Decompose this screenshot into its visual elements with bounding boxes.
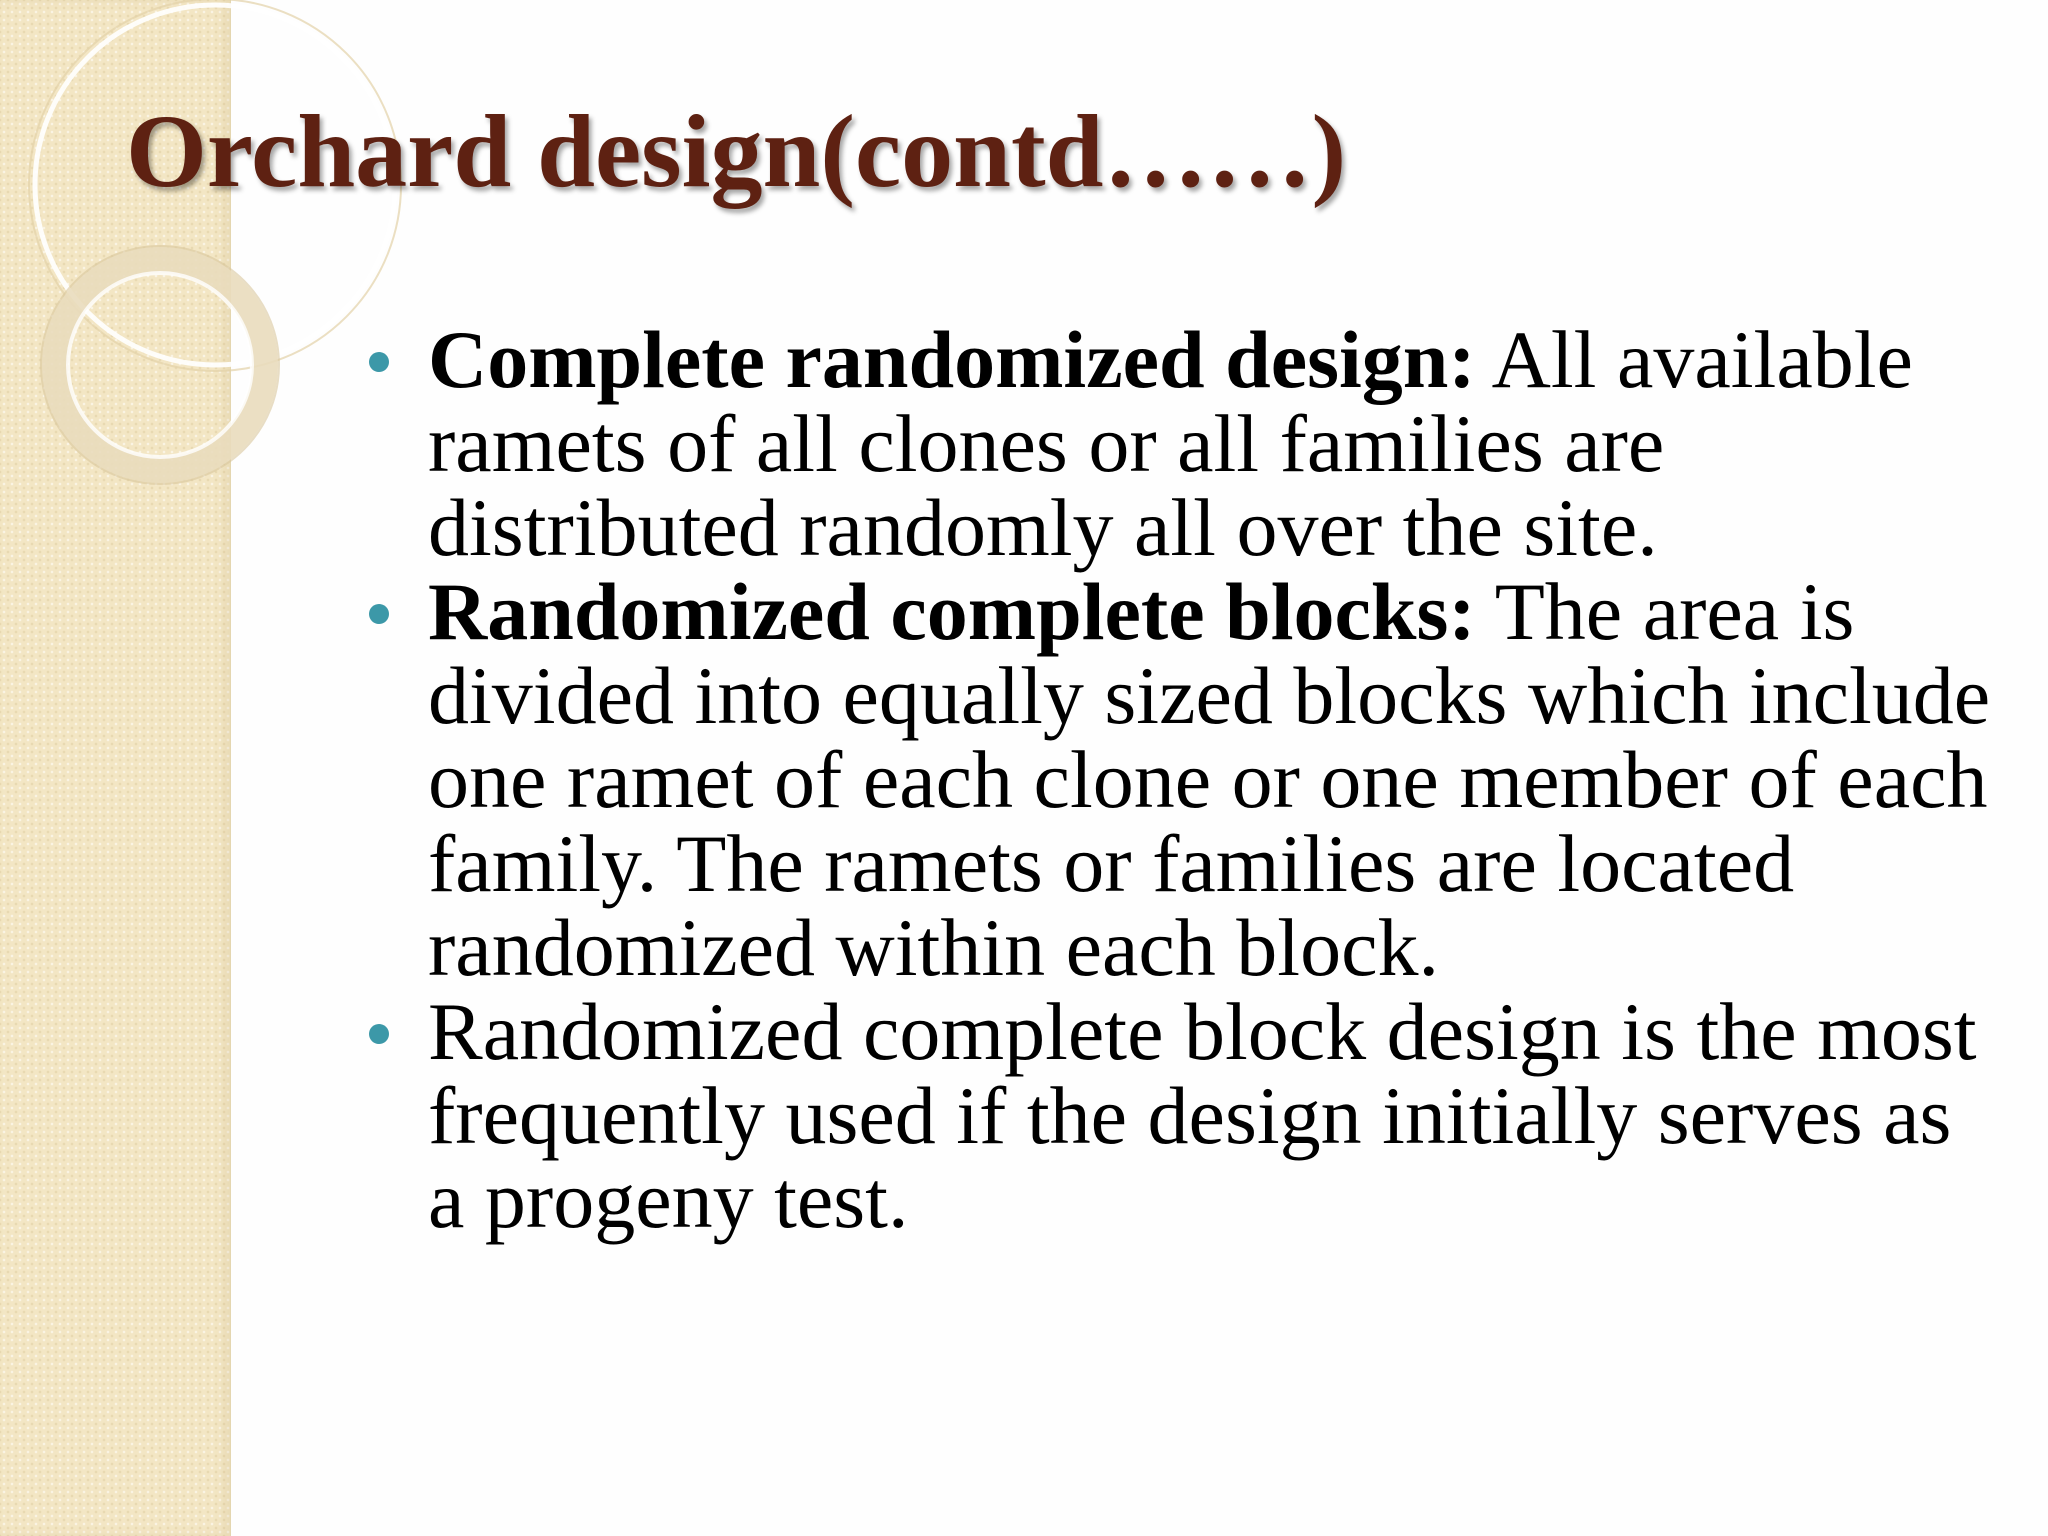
bullet-dot-icon	[369, 352, 389, 372]
bullet-dot-icon	[369, 1024, 389, 1044]
bullet-text: All available ramets of all clones or all families are distributed randomly all over the site.	[428, 314, 1913, 573]
bullet-item-randomized-blocks	[360, 566, 2000, 993]
bullet-list	[360, 314, 2000, 1245]
bullet-text: The area is divided into equally sized blocks which include one ramet of each clone or one member of each family. The ramets or families are located randomized within each block.	[428, 566, 1991, 993]
bullet-term: Randomized complete blocks:	[428, 566, 1476, 657]
bullet-item-block-design-usage	[360, 986, 2000, 1245]
bullet-text: Randomized complete block design is the most frequently used if the design initially serves as a progeny test.	[428, 986, 1977, 1245]
slide-title: Orchard design(contd……)	[126, 94, 1347, 209]
decorative-rings	[0, 0, 420, 560]
bullet-item-complete-randomized	[360, 314, 2000, 573]
bullet-term: Complete randomized design:	[428, 314, 1476, 405]
bullet-dot-icon	[369, 604, 389, 624]
